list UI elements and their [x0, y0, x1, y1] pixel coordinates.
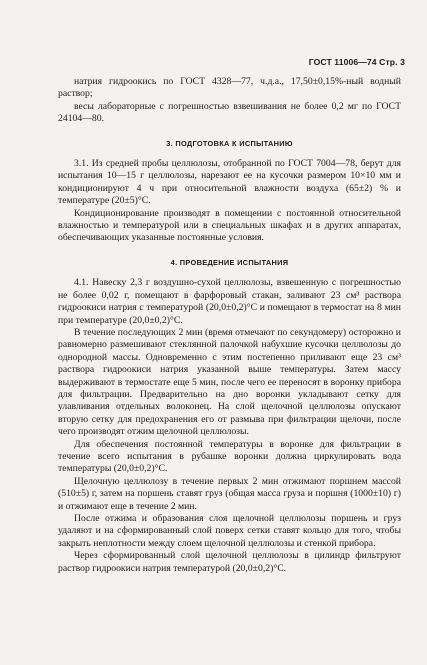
paragraph-3-1: 3.1. Из средней пробы целлюлозы, отобранной по ГОСТ 7004—78, берут для испытания 10—15 г целлюлозы, нарезают ее на кусочки размером 10×10 мм и кондиционируют 4 ч при относительной влажности воздуха (65±2) % и температуре (20±5)°С.	[58, 158, 401, 207]
paragraph-scales: весы лабораторные с погрешностью взвешивания не более 0,2 мг по ГОСТ 24104—80.	[58, 100, 401, 125]
paragraph-conditioning: Кондиционирование производят в помещении с постоянной относительной влажностью и температурой или в специальных шкафах и в других аппаратах, обеспечивающих указанные постоянные условия.	[58, 207, 401, 244]
paragraph-temperature: Для обеспечения постоянной температуры в воронке для фильтрации в течение всего испытания в рубашке воронки должна циркулировать вода температуры (20,0±0,2)°С.	[58, 438, 401, 475]
paragraph-pressing: Щелочную целлюлозу в течение первых 2 мин отжимают поршнем массой (510±5) г, затем на поршень ставят груз (общая масса груза и поршня (1000±10) г) и отжимают еще в течение 2 мин.	[58, 475, 401, 512]
section-heading-preparation: 3. ПОДГОТОВКА К ИСПЫТАНИЮ	[166, 138, 293, 148]
section-heading-testing: 4. ПРОВЕДЕНИЕ ИСПЫТАНИЯ	[170, 257, 289, 267]
paragraph-stirring: В течение последующих 2 мин (время отмечают по секундомеру) осторожно и равномерно размешивают стеклянной палочкой набухшие кусочки целлюлозы до однородной массы. Одновременно с этим постепенно приливают еще 23 см³ раствора гидроокиси натрия указанной выше температуры. Затем массу выдерживают в термостате еще 5 мин, после чего ее переносят в воронку прибора для фильтрации. Предварительно на дно воронки укладывают сетку для улавливания отдельных волоконец. На слой щелочной целлюлозы опускают вторую сетку для предохранения его от размыва при фильтрации щелочи, после чего производят отжим щелочной целлюлозы.	[58, 326, 401, 438]
paragraph-naoh-reagent: натрия гидроокись по ГОСТ 4328—77, ч.д.а., 17,50±0,15%-ный водный раствор;	[58, 76, 401, 100]
paragraph-ring: После отжима и образования слоя щелочной целлюлозы поршень и груз удаляют и на сформированный слой поверх сетки ставят кольцо для того, чтобы закрыть неплотности между слоем щелочной целлюлозы и стенкой прибора.	[58, 513, 401, 549]
document-body	[58, 76, 401, 575]
page-header: ГОСТ 11006—74 Стр. 3	[308, 57, 405, 67]
paragraph-filtration: Через сформированный слой щелочной целлюлозы в цилиндр фильтруют раствор гидроокиси натрия температурой (20,0±0,2)°С.	[58, 550, 401, 574]
paragraph-4-1: 4.1. Навеску 2,3 г воздушно-сухой целлюлозы, взвешенную с погрешностью не более 0,02 г, помещают в фарфоровый стакан, заливают 23 см³ раствора гидроокиси натрия с температурой (20,0±0,2)°С и помещают в термостат на 8 мин при температуре (20,0±0,2)°С.	[58, 277, 401, 326]
